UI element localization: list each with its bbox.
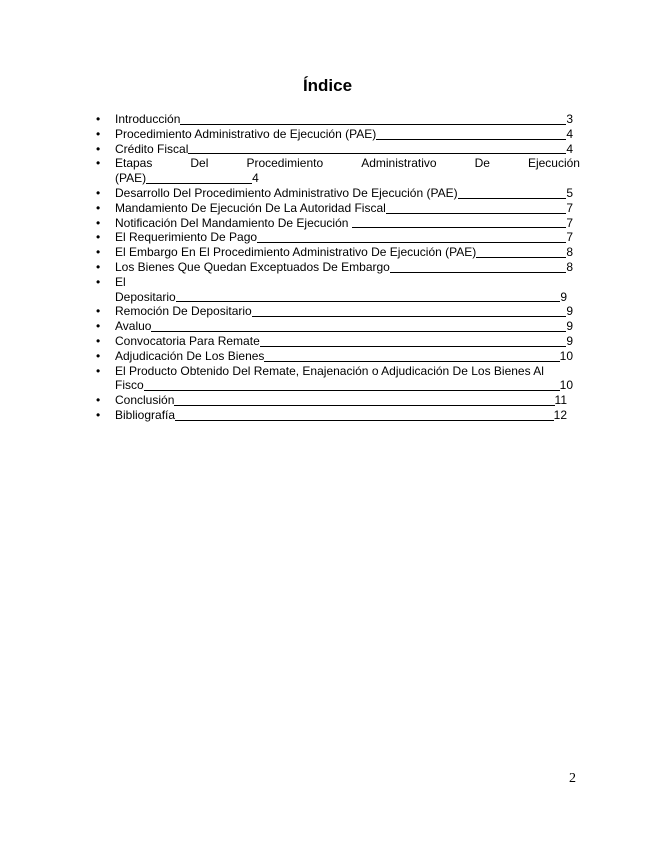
toc-entry-introduccion[interactable] <box>96 112 580 127</box>
toc-entry-label: • Etapas Del Procedimiento Administrativo De Ejecución <box>115 156 580 171</box>
toc-entry-page: 3 <box>566 112 573 126</box>
toc-entry-page: 4 <box>566 141 573 156</box>
table-of-contents <box>96 112 580 423</box>
toc-entry-page: 4 <box>566 126 573 141</box>
dot-leader <box>264 361 559 362</box>
dot-leader <box>146 183 252 184</box>
toc-entry-bienes-exceptuados[interactable] <box>96 260 580 275</box>
toc-entry-avaluo[interactable] <box>96 319 580 334</box>
dot-leader <box>252 316 567 317</box>
toc-entry-mandamiento[interactable] <box>96 201 580 216</box>
dot-leader <box>188 153 566 154</box>
page-title: Índice <box>302 76 353 95</box>
toc-entry-producto-remate[interactable] <box>96 364 580 394</box>
toc-entry-page: 9 <box>566 304 573 319</box>
dot-leader <box>386 213 566 214</box>
toc-entry-label: • Remoción De Depositario <box>115 304 252 319</box>
toc-entry-page: 8 <box>566 259 573 274</box>
toc-entry-page: 12 <box>553 407 567 422</box>
dot-leader <box>175 420 554 421</box>
toc-entry-page: 7 <box>566 215 573 230</box>
dot-leader <box>144 390 560 391</box>
dot-leader <box>476 257 566 258</box>
toc-entry-credito-fiscal[interactable] <box>96 142 580 157</box>
toc-entry-label: • Bibliografía <box>115 407 176 422</box>
toc-entry-label-cont: (PAE) <box>115 171 147 186</box>
dot-leader <box>376 139 566 140</box>
toc-entry-page: 9 <box>560 289 567 304</box>
page-number: 2 <box>569 771 576 786</box>
dot-leader <box>458 198 567 199</box>
toc-entry-label: • El Producto Obtenido Del Remate, Enajenación o Adjudicación De Los Bienes Al <box>115 363 544 378</box>
dot-leader <box>390 272 566 273</box>
toc-entry-page: 7 <box>566 230 573 245</box>
toc-entry-label: • Notificación Del Mandamiento De Ejecución <box>115 215 352 230</box>
toc-entry-embargo[interactable] <box>96 245 580 260</box>
toc-entry-depositario[interactable] <box>96 275 580 305</box>
toc-entry-label: • El Requerimiento De Pago <box>115 230 258 245</box>
toc-entry-label: • Adjudicación De Los Bienes <box>115 348 265 363</box>
dot-leader <box>174 405 554 406</box>
toc-entry-page: 10 <box>559 348 573 363</box>
toc-entry-notificacion[interactable] <box>96 216 580 231</box>
toc-entry-label-cont: Depositario <box>115 289 176 304</box>
toc-entry-convocatoria[interactable] <box>96 334 580 349</box>
toc-entry-label: • El <box>115 274 126 289</box>
dot-leader <box>260 346 567 347</box>
toc-entry-page: 8 <box>566 245 573 260</box>
toc-entry-adjudicacion[interactable] <box>96 349 580 364</box>
dot-leader <box>176 301 561 302</box>
dot-leader <box>352 227 567 228</box>
dot-leader <box>257 242 566 243</box>
toc-entry-label: • Conclusión <box>115 393 175 408</box>
toc-entry-bibliografia[interactable] <box>96 408 580 423</box>
toc-entry-page: 9 <box>566 333 573 348</box>
toc-entry-label-cont: Fisco <box>115 378 144 393</box>
toc-entry-etapas[interactable] <box>96 156 580 186</box>
toc-entry-label: • Crédito Fiscal <box>115 141 189 156</box>
dot-leader <box>151 331 566 332</box>
toc-entry-label: • Introducción <box>115 112 181 126</box>
toc-entry-label: • Mandamiento De Ejecución De La Autoridad Fiscal <box>115 200 386 215</box>
toc-entry-label: • Avaluo <box>115 319 152 334</box>
dot-leader <box>180 124 566 125</box>
toc-entry-page: 9 <box>566 319 573 334</box>
toc-entry-page: 10 <box>559 378 573 393</box>
toc-entry-label: • Convocatoria Para Remate <box>115 333 260 348</box>
toc-entry-pae[interactable] <box>96 127 580 142</box>
toc-entry-conclusion[interactable] <box>96 393 580 408</box>
toc-entry-page: 7 <box>566 200 573 215</box>
toc-entry-page: 4 <box>252 171 259 186</box>
toc-entry-desarrollo[interactable] <box>96 186 580 201</box>
toc-entry-requerimiento[interactable] <box>96 230 580 245</box>
toc-entry-page: 11 <box>554 393 567 408</box>
toc-entry-label: • Desarrollo Del Procedimiento Administrativo De Ejecución (PAE) <box>115 185 458 200</box>
toc-entry-label: • El Embargo En El Procedimiento Administrativo De Ejecución (PAE) <box>115 245 477 260</box>
toc-entry-label: • Los Bienes Que Quedan Exceptuados De Embargo <box>115 259 390 274</box>
toc-entry-page: 5 <box>566 185 573 200</box>
toc-entry-remocion[interactable] <box>96 304 580 319</box>
toc-entry-label: • Procedimiento Administrativo de Ejecución (PAE) <box>115 126 377 141</box>
